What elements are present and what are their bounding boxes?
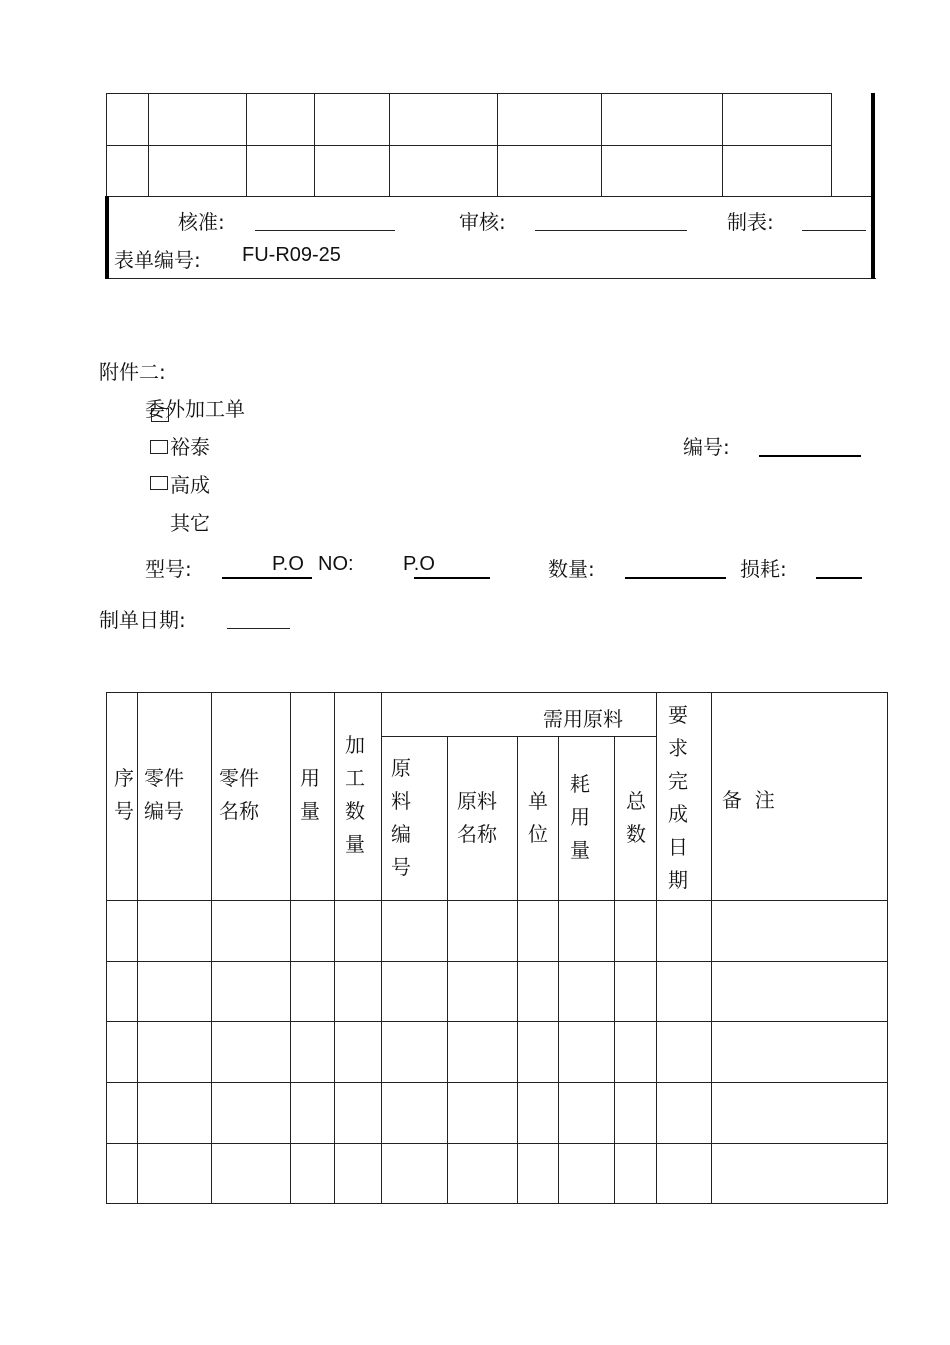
col-header-total: 总数 — [626, 789, 646, 846]
model-label: 型号: — [145, 557, 192, 581]
review-signature-line[interactable] — [535, 230, 687, 231]
po-value-1: P.O — [272, 553, 304, 575]
col-header-remark: 备 注 — [722, 788, 775, 812]
quantity-label: 数量: — [548, 557, 595, 581]
col-header-seq: 序号 — [114, 766, 134, 823]
option-other: 其它 — [170, 511, 210, 535]
approve-label: 核准: — [178, 210, 225, 234]
col-header-required-date: 要求完成日期 — [668, 703, 688, 892]
table-row[interactable] — [107, 1083, 887, 1143]
form-no-value: FU-R09-25 — [242, 244, 341, 266]
loss-field[interactable] — [816, 577, 862, 579]
quantity-field[interactable] — [625, 577, 726, 579]
prepare-signature-line[interactable] — [802, 230, 866, 231]
approve-signature-line[interactable] — [255, 230, 395, 231]
col-header-usage: 用量 — [300, 766, 320, 823]
option-yutai: 裕泰 — [170, 435, 210, 459]
table-row[interactable] — [107, 1022, 887, 1082]
col-header-consumption: 耗用量 — [570, 772, 590, 862]
col-header-part-no: 零件 编号 — [144, 766, 184, 823]
form-no-label: 表单编号: — [114, 248, 201, 272]
col-header-part-name: 零件 名称 — [219, 766, 259, 823]
table-row[interactable] — [107, 901, 887, 961]
col-header-material-name: 原料 名称 — [457, 789, 497, 846]
date-label: 制单日期: — [99, 608, 186, 632]
col-header-material-no: 原料编号 — [391, 756, 411, 879]
po-no-label: NO: — [318, 553, 354, 575]
po-value-2: P.O — [403, 553, 435, 575]
model-field[interactable] — [222, 577, 312, 579]
option-gaocheng: 高成 — [170, 473, 210, 497]
col-header-material-group: 需用原料 — [543, 707, 623, 731]
prepare-label: 制表: — [727, 210, 774, 234]
col-header-unit: 单位 — [528, 789, 548, 846]
col-header-process-qty: 加工数量 — [345, 733, 365, 856]
date-field[interactable] — [227, 628, 290, 629]
attachment-heading: 附件二: — [99, 360, 166, 384]
checkbox-yutai[interactable] — [150, 440, 168, 454]
checkbox-gaocheng[interactable] — [150, 476, 168, 490]
loss-label: 损耗: — [740, 557, 787, 581]
form-title: 委外加工单 — [145, 397, 245, 421]
table-row[interactable] — [107, 962, 887, 1021]
number-label: 编号: — [683, 435, 730, 459]
review-label: 审核: — [459, 210, 506, 234]
table-row[interactable] — [107, 1144, 887, 1203]
number-field[interactable] — [759, 455, 861, 457]
po-field[interactable] — [414, 577, 490, 579]
